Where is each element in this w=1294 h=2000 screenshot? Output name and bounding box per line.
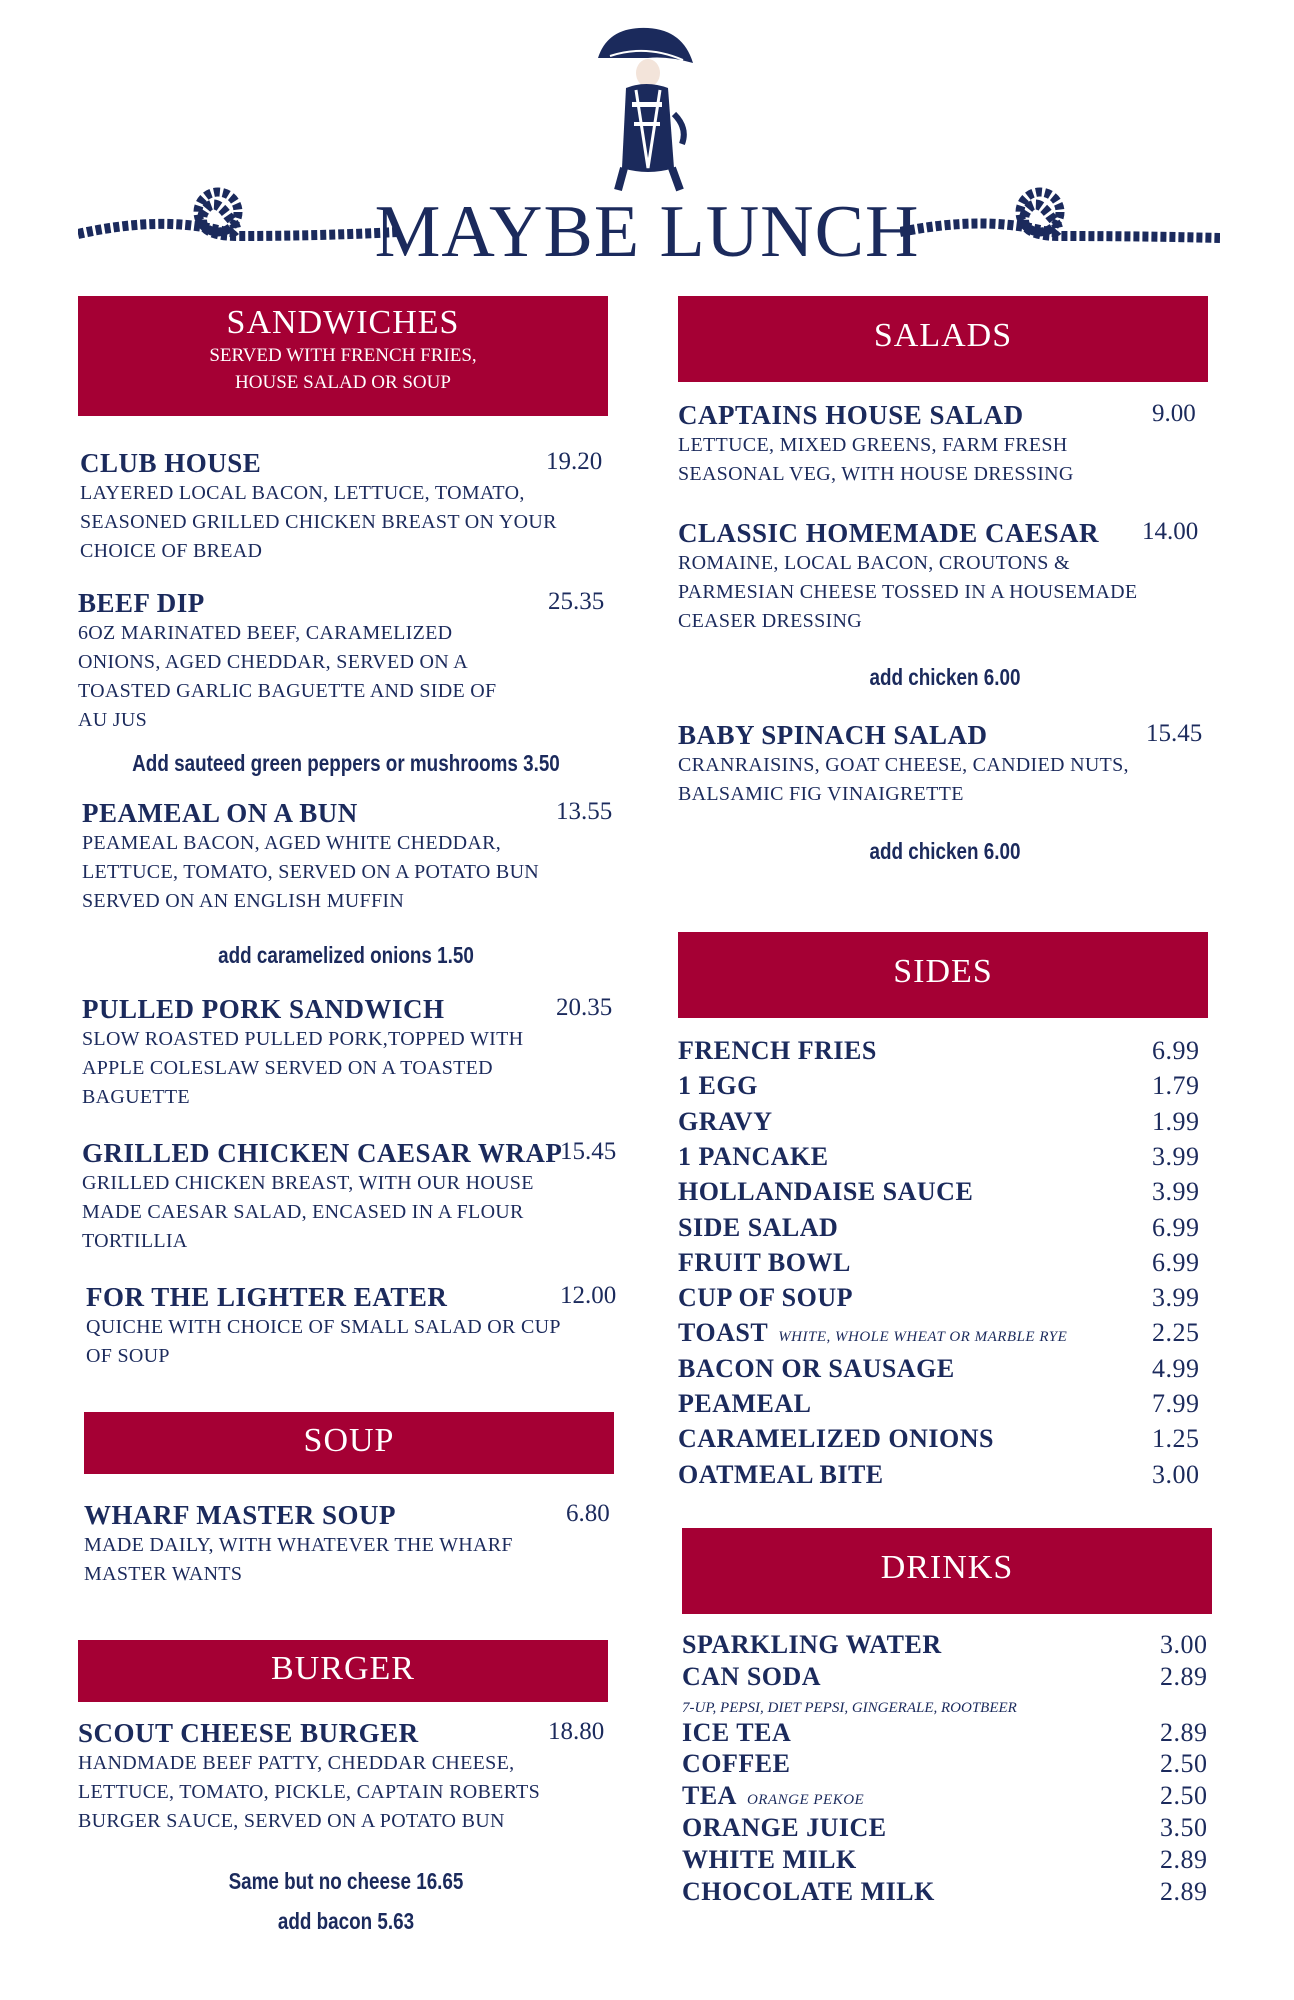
item-desc-line: CHOICE OF BREAD	[80, 540, 263, 562]
side-price: 3.99	[1152, 1177, 1200, 1207]
item-desc-line: LETTUCE, MIXED GREENS, FARM FRESH	[678, 434, 1068, 456]
side-price: 7.99	[1152, 1389, 1200, 1418]
item-desc-line: LAYERED LOCAL BACON, LETTUCE, TOMATO,	[80, 482, 525, 504]
side-row	[678, 1213, 1218, 1243]
drink-price: 3.00	[1160, 1630, 1208, 1659]
drink-row	[682, 1877, 1222, 1907]
menu-item-for-the-lighter-eater	[86, 1282, 626, 1371]
item-desc-line: 6OZ MARINATED BEEF, CARAMELIZED	[78, 622, 453, 644]
item-desc-line: ROMAINE, LOCAL BACON, CROUTONS &	[678, 552, 1070, 574]
item-name: BABY SPINACH SALAD	[678, 720, 988, 750]
drink-name: ORANGE JUICE	[682, 1813, 887, 1842]
burger-addon-bacon: add bacon 5.63	[277, 1908, 415, 1934]
item-name: PULLED PORK SANDWICH	[82, 994, 445, 1024]
side-name: CUP OF SOUP	[678, 1283, 853, 1313]
side-row	[678, 1071, 1218, 1101]
item-name: WHARF MASTER SOUP	[84, 1500, 397, 1530]
drink-name: CHOCOLATE MILK	[682, 1876, 935, 1906]
item-desc-line: PARMESIAN CHEESE TOSSED IN A HOUSEMADE	[678, 581, 1138, 603]
side-row	[678, 1424, 1218, 1454]
side-row	[678, 1283, 1218, 1313]
side-name: CARAMELIZED ONIONS	[678, 1424, 994, 1454]
item-price: 13.55	[556, 798, 613, 825]
item-desc-line: GRILLED CHICKEN BREAST, WITH OUR HOUSE	[82, 1172, 534, 1194]
item-price: 15.45	[560, 1138, 617, 1165]
side-name: SIDE SALAD	[678, 1212, 839, 1242]
side-price: 1.25	[1152, 1424, 1200, 1454]
soda-flavors-note: 7-UP, PEPSI, DIET PEPSI, GINGERALE, ROOTBEER	[682, 1700, 1017, 1716]
item-desc-line: HANDMADE BEEF PATTY, CHEDDAR CHEESE,	[78, 1752, 515, 1774]
drink-row	[682, 1813, 1222, 1843]
item-desc-line: BAGUETTE	[82, 1086, 190, 1108]
drink-name: SPARKLING WATER	[682, 1630, 942, 1659]
item-price: 6.80	[566, 1500, 610, 1527]
item-desc-line: BURGER SAUCE, SERVED ON A POTATO BUN	[78, 1810, 505, 1832]
drink-price: 3.50	[1160, 1813, 1208, 1842]
item-desc-line: SEASONED GRILLED CHICKEN BREAST ON YOUR	[80, 511, 557, 533]
side-row	[678, 1036, 1218, 1066]
peameal-addon: add caramelized onions 1.50	[218, 942, 474, 968]
item-desc-line: AU JUS	[78, 709, 148, 731]
drink-note: ORANGE PEKOE	[746, 1792, 865, 1809]
sides-heading: SIDES	[893, 953, 993, 990]
caesar-addon-chicken: add chicken 6.00	[869, 664, 1021, 690]
item-desc-line: LETTUCE, TOMATO, SERVED ON A POTATO BUN	[82, 861, 540, 883]
drinks-banner	[682, 1528, 1212, 1614]
item-desc-line: LETTUCE, TOMATO, PICKLE, CAPTAIN ROBERTS	[78, 1781, 540, 1803]
side-price: 6.99	[1152, 1036, 1200, 1065]
item-price: 19.20	[546, 448, 603, 475]
salads-heading: SALADS	[873, 317, 1013, 354]
drink-row	[682, 1630, 1222, 1660]
item-name: SCOUT CHEESE BURGER	[78, 1718, 419, 1748]
item-name: CLUB HOUSE	[80, 448, 262, 478]
menu-item-captains-house-salad	[678, 400, 1218, 489]
sides-banner	[678, 932, 1208, 1018]
drink-price: 2.89	[1160, 1844, 1208, 1874]
item-name: BEEF DIP	[78, 588, 205, 618]
item-desc-line: TOASTED GARLIC BAGUETTE AND SIDE OF	[78, 680, 497, 702]
side-price: 6.99	[1152, 1212, 1200, 1242]
menu-title: MAYBE LUNCH	[374, 191, 920, 273]
item-desc-line: SLOW ROASTED PULLED PORK,TOPPED WITH	[82, 1028, 524, 1050]
burger-heading: BURGER	[271, 1650, 415, 1687]
drink-row	[682, 1718, 1222, 1748]
item-price: 20.35	[556, 994, 613, 1021]
item-desc-line: QUICHE WITH CHOICE OF SMALL SALAD OR CUP	[86, 1316, 561, 1338]
soup-heading: SOUP	[303, 1422, 395, 1459]
side-row	[678, 1354, 1218, 1384]
drink-row	[682, 1749, 1222, 1779]
item-price: 9.00	[1152, 400, 1196, 427]
side-price: 3.99	[1152, 1141, 1200, 1171]
item-name: GRILLED CHICKEN CAESAR WRAP	[82, 1138, 563, 1168]
side-name: BACON OR SAUSAGE	[678, 1353, 955, 1383]
sandwiches-heading: SANDWICHES	[226, 304, 460, 341]
side-row	[678, 1177, 1218, 1207]
menu-item-peameal-on-a-bun	[82, 798, 612, 916]
drink-row	[682, 1662, 1222, 1692]
side-row	[678, 1318, 1218, 1348]
item-desc-line: MASTER WANTS	[84, 1563, 243, 1585]
menu-item-club-house	[80, 448, 608, 566]
drink-price: 2.50	[1160, 1781, 1208, 1811]
captain-figure-icon	[588, 18, 700, 198]
item-desc-line: SERVED ON AN ENGLISH MUFFIN	[82, 890, 405, 912]
menu-item-pulled-pork-sandwich	[82, 994, 612, 1112]
side-name: OATMEAL BITE	[678, 1459, 884, 1489]
drink-name: TEA	[682, 1781, 737, 1811]
side-row	[678, 1460, 1218, 1490]
burger-banner	[78, 1640, 608, 1702]
side-price: 2.25	[1152, 1318, 1200, 1348]
drink-name: CAN SODA	[682, 1661, 822, 1691]
item-price: 12.00	[560, 1282, 617, 1309]
drink-price: 2.89	[1160, 1661, 1208, 1691]
item-desc-line: SEASONAL VEG, WITH HOUSE DRESSING	[678, 463, 1074, 485]
drink-row	[682, 1845, 1222, 1875]
side-name: 1 PANCAKE	[678, 1141, 829, 1171]
drink-row	[682, 1781, 1222, 1811]
item-desc-line: CRANRAISINS, GOAT CHEESE, CANDIED NUTS,	[678, 754, 1129, 776]
item-price: 18.80	[548, 1718, 605, 1745]
item-desc-line: MADE CAESAR SALAD, ENCASED IN A FLOUR	[82, 1201, 524, 1223]
side-row	[678, 1389, 1218, 1419]
side-price: 3.99	[1152, 1283, 1200, 1313]
item-name: FOR THE LIGHTER EATER	[86, 1282, 448, 1312]
menu-item-scout-cheese-burger	[78, 1718, 618, 1836]
side-price: 3.00	[1152, 1459, 1200, 1489]
item-price: 25.35	[548, 588, 605, 615]
sandwiches-subtitle-1: SERVED WITH FRENCH FRIES,	[209, 345, 477, 366]
sandwiches-subtitle-2: HOUSE SALAD OR SOUP	[235, 372, 451, 393]
drink-price: 2.89	[1160, 1717, 1208, 1747]
drink-name: ICE TEA	[682, 1717, 792, 1747]
side-name: FRUIT BOWL	[678, 1247, 851, 1277]
item-desc-line: MADE DAILY, WITH WHATEVER THE WHARF	[84, 1534, 513, 1556]
drink-price: 2.50	[1160, 1749, 1208, 1779]
menu-item-baby-spinach-salad	[678, 720, 1218, 809]
soup-banner	[84, 1412, 614, 1474]
sandwiches-banner	[78, 296, 608, 416]
beef-dip-addon: Add sauteed green peppers or mushrooms 3.50	[132, 750, 560, 776]
side-name: GRAVY	[678, 1106, 773, 1136]
side-row	[678, 1142, 1218, 1172]
side-price: 1.99	[1152, 1106, 1200, 1136]
menu-item-wharf-master-soup	[84, 1500, 614, 1589]
item-desc-line: ONIONS, AGED CHEDDAR, SERVED ON A	[78, 651, 468, 673]
drink-price: 2.89	[1160, 1876, 1208, 1906]
side-name: FRENCH FRIES	[678, 1036, 877, 1065]
item-desc-line: APPLE COLESLAW SERVED ON A TOASTED	[82, 1057, 493, 1079]
side-price: 1.79	[1152, 1071, 1200, 1101]
side-name: TOAST	[678, 1318, 769, 1348]
menu-item-grilled-chicken-caesar-wrap	[82, 1138, 622, 1256]
item-desc-line: OF SOUP	[86, 1345, 170, 1367]
side-name: PEAMEAL	[678, 1389, 812, 1418]
drink-name: WHITE MILK	[682, 1844, 857, 1874]
side-name: 1 EGG	[678, 1071, 758, 1101]
salads-banner	[678, 296, 1208, 382]
burger-addon-no-cheese: Same but no cheese 16.65	[228, 1868, 464, 1894]
item-desc-line: BALSAMIC FIG VINAIGRETTE	[678, 783, 964, 805]
side-row	[678, 1107, 1218, 1137]
drinks-heading: DRINKS	[880, 1549, 1014, 1586]
item-name: CLASSIC HOMEMADE CAESAR	[678, 518, 1100, 548]
item-desc-line: PEAMEAL BACON, AGED WHITE CHEDDAR,	[82, 832, 502, 854]
drink-name: COFFEE	[682, 1749, 791, 1779]
side-price: 4.99	[1152, 1353, 1200, 1383]
item-name: PEAMEAL ON A BUN	[82, 798, 358, 828]
side-price: 6.99	[1152, 1247, 1200, 1277]
side-note: WHITE, WHOLE WHEAT OR MARBLE RYE	[778, 1329, 1068, 1346]
menu-item-beef-dip	[78, 588, 608, 735]
item-desc-line: TORTILLIA	[82, 1230, 188, 1252]
item-price: 14.00	[1142, 518, 1199, 545]
item-price: 15.45	[1146, 720, 1203, 747]
spinach-addon-chicken: add chicken 6.00	[869, 838, 1021, 864]
menu-item-classic-homemade-caesar	[678, 518, 1218, 636]
item-desc-line: CEASER DRESSING	[678, 610, 862, 632]
side-name: HOLLANDAISE SAUCE	[678, 1177, 974, 1207]
side-row	[678, 1248, 1218, 1278]
item-name: CAPTAINS HOUSE SALAD	[678, 400, 1024, 430]
